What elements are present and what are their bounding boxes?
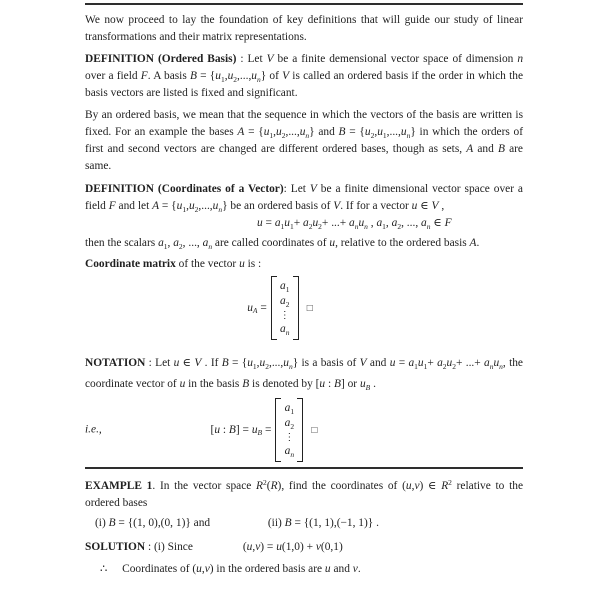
solution-lead: SOLUTION : (i) Since bbox=[85, 541, 193, 553]
by-ordered-basis-paragraph: By an ordered basis, we mean that the sequence in which the vectors of the basis are written is fixed. For an example the bases $A = \{u_1,u_2,...,u_n\}$ and $B = \{u_2,u_1,...,u_n\}$ in which the orders of first and second vectors are changed are different ordered bases, though as sets, A and B are same. bbox=[85, 109, 524, 172]
ie-display bbox=[85, 398, 523, 462]
matrix-vdots: ⋮ bbox=[284, 432, 295, 443]
section-divider-rule bbox=[85, 467, 523, 469]
solution-line bbox=[85, 539, 523, 556]
matrix-label: $u_A$ = bbox=[247, 301, 267, 315]
ordered-bases-line bbox=[85, 515, 523, 532]
notation-paragraph: NOTATION : Let u ∈ V . If $B = \{u_1,u_2,...,u_n\}$ is a basis of V and $u = a_1u_1+ a_2u_2+$ ...+ $a_nu_n$, the coordinate vector of u in the basis B is denoted by [u : B] or $u_B$ . bbox=[85, 357, 523, 392]
end-box-icon: □ bbox=[306, 302, 313, 314]
ie-label: i.e., bbox=[85, 423, 102, 436]
matrix-row: $a_2$ bbox=[284, 417, 295, 431]
example-1-paragraph: EXAMPLE 1. In the vector space $R^2(R)$, find the coordinates of (u,v) ∈ $R^2$ relative to the ordered bases bbox=[85, 477, 524, 509]
matrix-row: $a_2$ bbox=[280, 295, 290, 309]
definition-coordinates-paragraph: DEFINITION (Coordinates of a Vector): Let V be a finite dimensional vector space over a field F and let $A = \{u_1,u_2,...,u_n\}$ be an ordered basis of V. If for a vector u ∈ V , bbox=[85, 183, 523, 214]
solution-equation: (u,v) = u(1,0) + v(0,1) bbox=[242, 541, 343, 553]
coordinate-matrix-formula bbox=[247, 276, 313, 340]
linear-combination-equation: $u = a_1u_1+ a_2u_2+$ ...+ $a_nu_n$ , $a_1$, $a_2$, ..., $a_n$ ∈ F bbox=[257, 217, 452, 231]
intro-paragraph: We now proceed to lay the foundation of key definitions that will guide our study of linear transformations and their matrix representations. bbox=[85, 14, 523, 43]
therefore-icon: ∴ bbox=[100, 563, 108, 575]
matrix-label: [u : $B] = u_B$ = bbox=[210, 423, 272, 437]
conclusion-text: Coordinates of (u,v) in the ordered basis are u and v. bbox=[122, 563, 361, 575]
basis-i: (i) B = {(1, 0),(0, 1)} and bbox=[95, 517, 211, 529]
then-scalars-paragraph: then the scalars $a_1$, $a_2$, ..., $a_n$ are called coordinates of u, relative to the ordered basis A. bbox=[85, 237, 480, 251]
matrix-row: $a_1$ bbox=[280, 280, 290, 294]
matrix-row: $a_n$ bbox=[284, 445, 295, 459]
matrix-row: $a_1$ bbox=[284, 402, 295, 416]
column-matrix bbox=[271, 276, 299, 340]
matrix-vdots: ⋮ bbox=[279, 310, 290, 321]
coordinate-vector-formula bbox=[211, 398, 318, 462]
top-rule bbox=[85, 3, 523, 5]
coordinate-matrix-display bbox=[85, 276, 523, 340]
page-content bbox=[85, 0, 523, 578]
conclusion-line bbox=[85, 561, 523, 578]
matrix-row: $a_n$ bbox=[280, 323, 290, 337]
basis-ii: (ii) B = {(1, 1),(−1, 1)} . bbox=[267, 517, 379, 529]
definition-ordered-basis-paragraph: DEFINITION (Ordered Basis) : Let V be a finite demensional vector space of dimension n over a field F. A basis $B = \{u_1,u_2,...,u_n\}$ of V is called an ordered basis if the order in which the basis vectors are listed is fixed and significant. bbox=[85, 53, 524, 99]
column-matrix bbox=[275, 398, 303, 462]
coordinate-matrix-lead: Coordinate matrix of the vector u is : bbox=[85, 258, 262, 270]
end-box-icon: □ bbox=[311, 424, 318, 436]
